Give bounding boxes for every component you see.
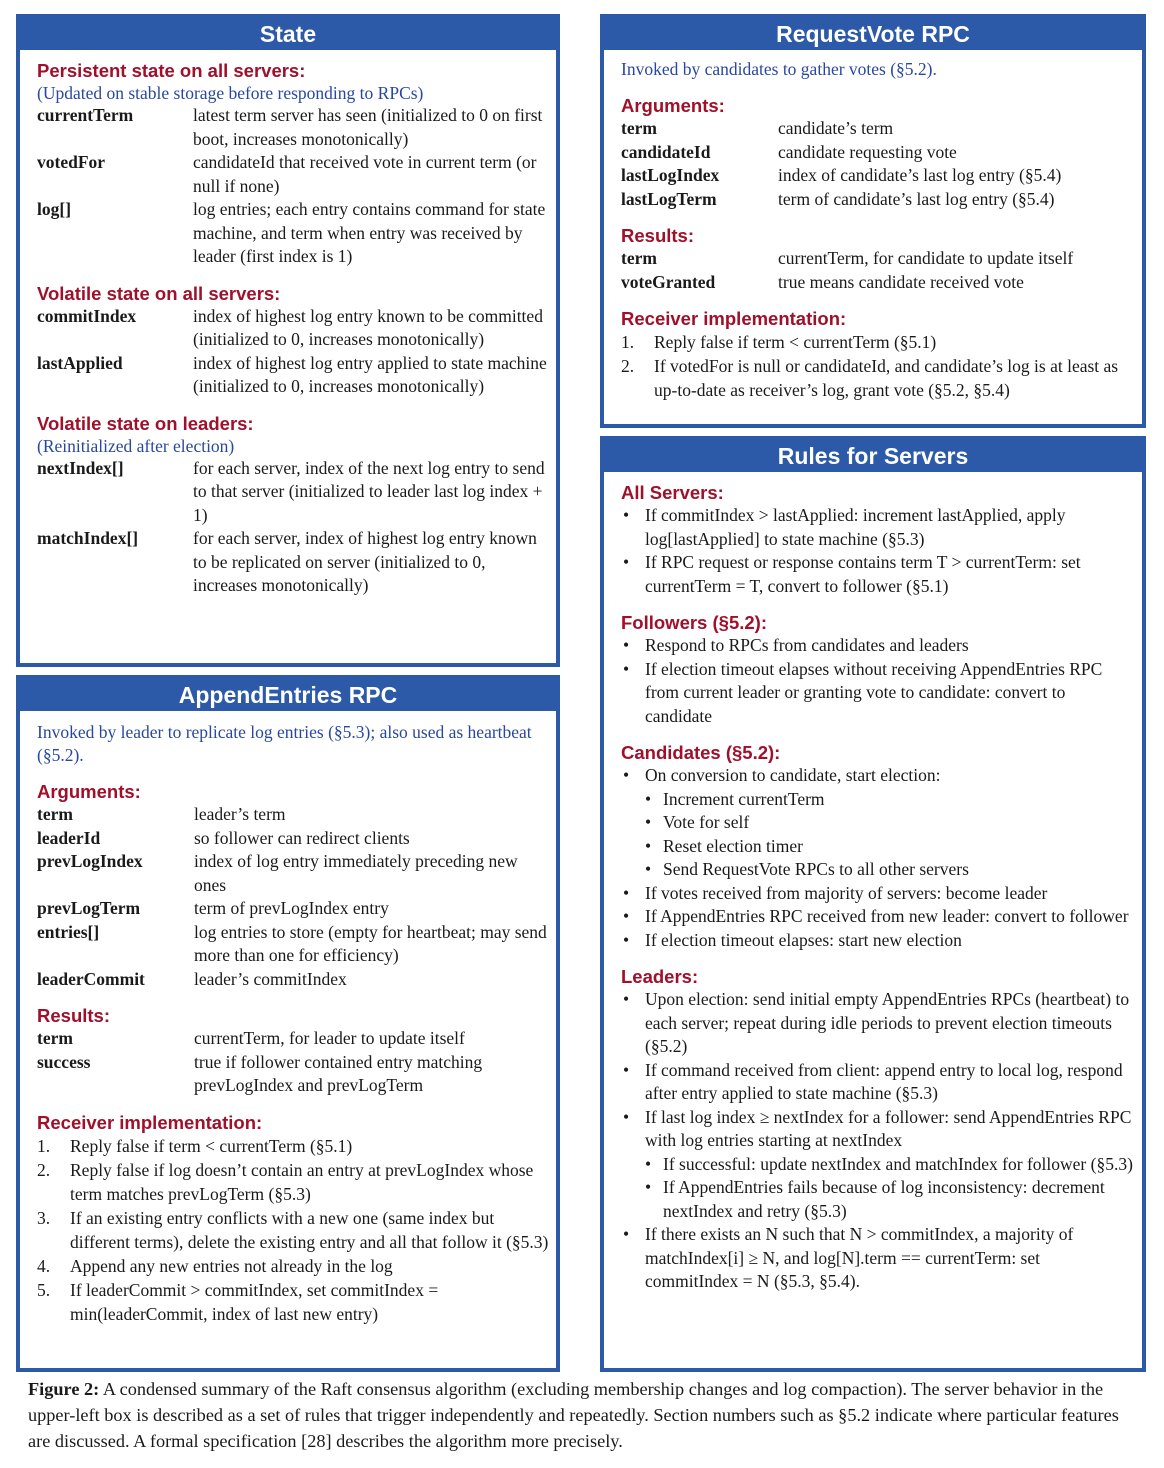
list-item bbox=[621, 1059, 1142, 1106]
field-description: candidate’s term bbox=[778, 118, 894, 138]
append-results-heading: Results: bbox=[37, 1005, 110, 1026]
bullet: • bbox=[623, 658, 630, 679]
step-text: Reply false if term < currentTerm (§5.1) bbox=[70, 1135, 353, 1156]
field-name: prevLogTerm bbox=[37, 898, 141, 918]
request-vote-box bbox=[600, 14, 1146, 428]
rule-text: If there exists an N such that N > commitIndex, a majority of matchIndex[i] ≥ N, and log[N].term == currentTerm: set commitIndex = N (§5.3, §5.4). bbox=[645, 1224, 1074, 1291]
field-row bbox=[37, 352, 556, 399]
append-entries-box bbox=[16, 675, 560, 1372]
followers-rules bbox=[621, 634, 1142, 728]
field-row bbox=[621, 188, 1142, 212]
rule-text: Upon election: send initial empty AppendEntries RPCs (heartbeat) to each server; repeat during idle periods to prevent election timeouts (§5.2) bbox=[645, 989, 1130, 1056]
step-number: 1. bbox=[37, 1135, 51, 1156]
step-number: 3. bbox=[37, 1207, 51, 1228]
rule-text: If successful: update nextIndex and matchIndex for follower (§5.3) bbox=[663, 1153, 1133, 1174]
append-results-list bbox=[37, 1027, 556, 1098]
field-name: lastLogTerm bbox=[621, 188, 717, 209]
field-row bbox=[37, 1051, 556, 1098]
request-vote-intro: Invoked by candidates to gather votes (§5.2). bbox=[621, 59, 937, 79]
bullet: • bbox=[645, 1153, 652, 1174]
bullet: • bbox=[645, 835, 652, 856]
field-row bbox=[621, 164, 1142, 188]
bullet: • bbox=[623, 1059, 630, 1080]
field-description: so follower can redirect clients bbox=[194, 827, 410, 848]
append-entries-title: AppendEntries RPC bbox=[20, 679, 556, 711]
list-item: • On conversion to candidate, start election: bbox=[621, 764, 1142, 788]
field-row bbox=[621, 117, 1142, 141]
figure-caption bbox=[28, 1376, 1144, 1454]
field-description: leader’s term bbox=[194, 804, 286, 824]
vote-receiver-steps bbox=[621, 330, 1142, 402]
field-description: true means candidate received vote bbox=[778, 271, 1024, 292]
field-row bbox=[621, 141, 1142, 165]
field-name: prevLogIndex bbox=[37, 851, 143, 871]
field-description: log entries; each entry contains command for state machine, and term when entry was received by leader (first index is 1) bbox=[193, 199, 546, 266]
step-number: 2. bbox=[37, 1159, 51, 1180]
vote-args-list bbox=[621, 117, 1142, 211]
append-receiver-steps bbox=[37, 1134, 556, 1326]
field-name: currentTerm bbox=[37, 105, 134, 125]
field-row bbox=[37, 198, 556, 269]
field-name: lastApplied bbox=[37, 352, 123, 373]
field-name: leaderId bbox=[37, 827, 101, 848]
bullet: • bbox=[645, 859, 652, 879]
rule-text: Send RequestVote RPCs to all other servers bbox=[663, 859, 969, 879]
leaders-rules-sub bbox=[621, 1153, 1142, 1224]
list-item bbox=[621, 634, 1142, 658]
field-name: leaderCommit bbox=[37, 968, 145, 989]
field-description: true if follower contained entry matching prevLogIndex and prevLogTerm bbox=[194, 1051, 483, 1095]
rule-text: If command received from client: append entry to local log, respond after entry applied to state machine (§5.3) bbox=[645, 1059, 1123, 1103]
field-row bbox=[621, 247, 1142, 271]
append-receiver-heading: Receiver implementation: bbox=[37, 1111, 263, 1133]
step-text: If votedFor is null or candidateId, and candidate’s log is at least as up-to-date as receiver’s log, grant vote (§5.2, §5.4) bbox=[654, 356, 1119, 400]
volatile-leaders-list bbox=[37, 457, 556, 598]
field-row bbox=[37, 897, 556, 921]
rules-title: Rules for Servers bbox=[604, 440, 1142, 472]
step-text: Reply false if log doesn’t contain an entry at prevLogIndex whose term matches prevLogTerm (§5.3) bbox=[70, 1159, 534, 1204]
step-number: 5. bbox=[37, 1279, 51, 1300]
all-servers-rules bbox=[621, 504, 1142, 598]
list-item bbox=[621, 1223, 1142, 1294]
field-description: index of highest log entry known to be committed (initialized to 0, increases monotonically) bbox=[193, 305, 543, 349]
bullet: • bbox=[623, 929, 630, 950]
rule-text: If AppendEntries RPC received from new leader: convert to follower bbox=[645, 906, 1129, 926]
field-row bbox=[37, 850, 556, 897]
append-args-heading: Arguments: bbox=[37, 781, 141, 802]
field-row bbox=[37, 921, 556, 968]
field-name: success bbox=[37, 1051, 91, 1072]
followers-heading: Followers (§5.2): bbox=[621, 612, 767, 633]
list-item bbox=[621, 658, 1142, 729]
field-description: currentTerm, for leader to update itself bbox=[194, 1028, 465, 1048]
vote-results-list bbox=[621, 247, 1142, 294]
leaders-heading: Leaders: bbox=[621, 966, 699, 987]
list-item bbox=[621, 905, 1142, 929]
bullet: • bbox=[623, 765, 630, 785]
list-item bbox=[621, 835, 1142, 859]
persistent-state-heading: Persistent state on all servers: bbox=[37, 60, 306, 81]
field-row bbox=[37, 104, 556, 151]
rule-text: Increment currentTerm bbox=[663, 788, 825, 809]
list-item bbox=[621, 858, 1142, 882]
list-item bbox=[621, 354, 1142, 402]
rules-box bbox=[600, 436, 1146, 1372]
field-description: leader’s commitIndex bbox=[194, 968, 347, 989]
field-name: term bbox=[37, 804, 73, 824]
step-text: If an existing entry conflicts with a new one (same index but different terms), delete the existing entry and all that follow it (§5.3) bbox=[70, 1207, 549, 1252]
bullet: • bbox=[623, 882, 630, 903]
field-description: index of log entry immediately preceding new ones bbox=[194, 851, 518, 895]
rule-text: Respond to RPCs from candidates and leaders bbox=[645, 635, 969, 655]
step-text: Reply false if term < currentTerm (§5.1) bbox=[654, 332, 937, 352]
rule-text: If votes received from majority of servers: become leader bbox=[645, 882, 1048, 903]
field-row bbox=[37, 968, 556, 992]
vote-receiver-heading: Receiver implementation: bbox=[621, 308, 847, 329]
rule-text: If last log index ≥ nextIndex for a follower: send AppendEntries RPC with log entries starting at nextIndex bbox=[645, 1106, 1132, 1150]
field-name: term bbox=[621, 248, 657, 268]
volatile-all-heading: Volatile state on all servers: bbox=[37, 282, 281, 304]
bullet: • bbox=[623, 505, 630, 525]
state-box bbox=[16, 14, 560, 667]
field-name: log[] bbox=[37, 199, 72, 219]
list-item bbox=[621, 1176, 1142, 1223]
field-description: for each server, index of the next log entry to send to that server (initialized to leader last log index + 1) bbox=[193, 457, 545, 525]
list-item bbox=[621, 988, 1142, 1059]
rule-text: Reset election timer bbox=[663, 835, 803, 856]
list-item bbox=[37, 1134, 556, 1158]
leaders-rules-a bbox=[621, 988, 1142, 1153]
step-number: 4. bbox=[37, 1255, 51, 1276]
field-description: index of candidate’s last log entry (§5.4) bbox=[778, 165, 1062, 185]
list-item bbox=[621, 788, 1142, 812]
field-description: candidate requesting vote bbox=[778, 141, 957, 162]
field-row bbox=[37, 305, 556, 352]
vote-args-heading: Arguments: bbox=[621, 95, 725, 116]
request-vote-title: RequestVote RPC bbox=[604, 18, 1142, 50]
field-name: lastLogIndex bbox=[621, 165, 720, 185]
field-name: votedFor bbox=[37, 152, 106, 172]
rule-text: Vote for self bbox=[663, 812, 750, 832]
bullet: • bbox=[645, 1177, 652, 1197]
field-row bbox=[621, 271, 1142, 295]
volatile-leaders-heading: Volatile state on leaders: bbox=[37, 412, 254, 434]
list-item bbox=[37, 1254, 556, 1278]
bullet: • bbox=[623, 635, 630, 655]
field-description: currentTerm, for candidate to update itself bbox=[778, 248, 1074, 268]
field-description: log entries to store (empty for heartbeat; may send more than one for efficiency) bbox=[194, 921, 547, 965]
field-name: matchIndex[] bbox=[37, 528, 139, 548]
list-item bbox=[37, 1206, 556, 1254]
list-item bbox=[621, 882, 1142, 906]
candidates-rules-first bbox=[621, 764, 1142, 788]
field-name: nextIndex[] bbox=[37, 457, 124, 478]
bullet: • bbox=[623, 906, 630, 926]
field-description: term of prevLogIndex entry bbox=[194, 898, 389, 918]
figure-label: Figure 2: bbox=[28, 1379, 100, 1399]
field-name: entries[] bbox=[37, 921, 100, 942]
leaders-rules-b bbox=[621, 1223, 1142, 1294]
field-row bbox=[37, 151, 556, 198]
bullet: • bbox=[623, 1106, 630, 1127]
list-item bbox=[37, 1158, 556, 1206]
list-item bbox=[621, 1106, 1142, 1153]
candidates-election-steps bbox=[621, 788, 1142, 882]
append-args-list bbox=[37, 803, 556, 991]
volatile-leaders-note: (Reinitialized after election) bbox=[37, 435, 235, 456]
rule-text: If election timeout elapses: start new election bbox=[645, 929, 962, 950]
step-number: 2. bbox=[621, 356, 635, 376]
rule-text: If AppendEntries fails because of log inconsistency: decrement nextIndex and retry (§5.3) bbox=[663, 1177, 1105, 1221]
bullet: • bbox=[623, 1224, 630, 1244]
field-name: commitIndex bbox=[37, 305, 137, 326]
step-text: If leaderCommit > commitIndex, set commitIndex = min(leaderCommit, index of last new entry) bbox=[70, 1279, 439, 1324]
candidates-heading: Candidates (§5.2): bbox=[621, 742, 781, 763]
list-item bbox=[621, 504, 1142, 551]
list-item bbox=[621, 929, 1142, 953]
rule-text: If commitIndex > lastApplied: increment lastApplied, apply log[lastApplied] to state machine (§5.3) bbox=[645, 505, 1066, 549]
list-item bbox=[37, 1278, 556, 1326]
bullet: • bbox=[645, 812, 652, 832]
field-name: candidateId bbox=[621, 141, 711, 162]
field-name: term bbox=[37, 1028, 73, 1048]
field-row bbox=[37, 803, 556, 827]
field-row bbox=[37, 457, 556, 528]
field-description: term of candidate’s last log entry (§5.4) bbox=[778, 188, 1055, 209]
field-name: term bbox=[621, 118, 657, 138]
list-item bbox=[621, 551, 1142, 598]
rule-text: If election timeout elapses without receiving AppendEntries RPC from current leader or granting vote to candidate: convert to candidate bbox=[645, 658, 1103, 726]
state-title: State bbox=[20, 18, 556, 50]
field-name: voteGranted bbox=[621, 271, 716, 292]
candidates-rules-rest bbox=[621, 882, 1142, 953]
bullet: • bbox=[623, 989, 630, 1009]
field-description: index of highest log entry applied to state machine (initialized to 0, increases monotonically) bbox=[193, 352, 547, 396]
step-text: Append any new entries not already in the log bbox=[70, 1255, 393, 1276]
step-number: 1. bbox=[621, 332, 635, 352]
field-description: candidateId that received vote in current term (or null if none) bbox=[193, 152, 537, 196]
bullet: • bbox=[645, 788, 652, 809]
field-row bbox=[37, 827, 556, 851]
persistent-state-list bbox=[37, 104, 556, 269]
field-row bbox=[37, 527, 556, 598]
persistent-state-note: (Updated on stable storage before responding to RPCs) bbox=[37, 83, 424, 103]
list-item bbox=[621, 330, 1142, 354]
vote-results-heading: Results: bbox=[621, 225, 694, 246]
rule-text: If RPC request or response contains term T > currentTerm: set currentTerm = T, convert to follower (§5.1) bbox=[645, 552, 1081, 596]
figure-caption-text: A condensed summary of the Raft consensus algorithm (excluding membership changes and log compaction). The server behavior in the upper-left box is described as a set of rules that trigger independently and repeatedly. Section numbers such as §5.2 indicate where particular features are discussed. A formal specification [28] describes the algorithm more precisely. bbox=[28, 1379, 1119, 1451]
field-description: latest term server has seen (initialized to 0 on first boot, increases monotonically) bbox=[193, 105, 543, 149]
field-row bbox=[37, 1027, 556, 1051]
field-description: for each server, index of highest log entry known to be replicated on server (initialized to 0, increases monotonically) bbox=[193, 528, 537, 595]
list-item bbox=[621, 1153, 1142, 1177]
volatile-all-list bbox=[37, 305, 556, 399]
append-entries-intro: Invoked by leader to replicate log entries (§5.3); also used as heartbeat (§5.2). bbox=[37, 722, 532, 765]
list-item bbox=[621, 811, 1142, 835]
bullet: • bbox=[623, 552, 630, 572]
all-servers-heading: All Servers: bbox=[621, 482, 724, 503]
